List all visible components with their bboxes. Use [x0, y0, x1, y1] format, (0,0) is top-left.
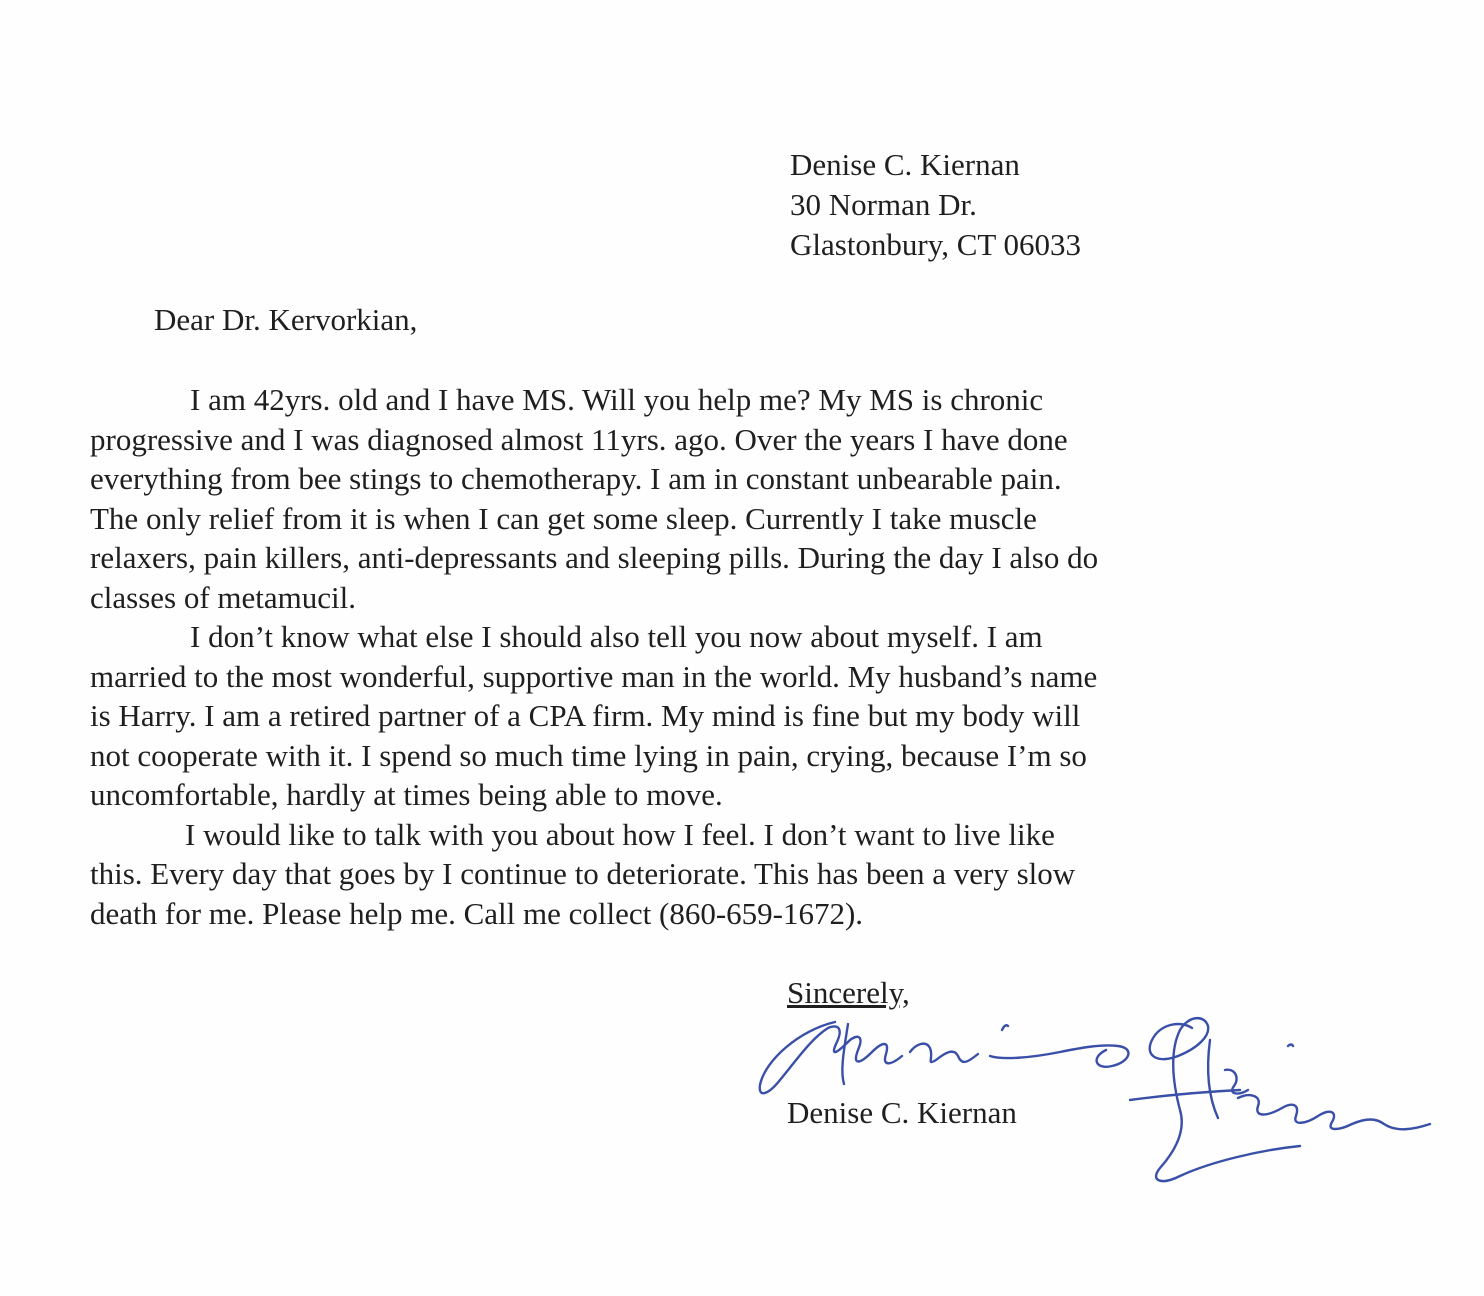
signer-name: Denise C. Kiernan	[787, 1095, 1017, 1130]
paragraph-line: relaxers, pain killers, anti-depressants and sleeping pills. During the day I also do	[90, 540, 1099, 575]
salutation: Dear Dr. Kervorkian,	[154, 302, 418, 337]
paragraph-line: is Harry. I am a retired partner of a CPA firm. My mind is fine but my body will	[90, 698, 1081, 733]
paragraph-line: I don’t know what else I should also tell you now about myself. I am	[190, 619, 1043, 654]
sender-name: Denise C. Kiernan	[790, 147, 1020, 182]
paragraph-line: The only relief from it is when I can get some sleep. Currently I take muscle	[90, 500, 1037, 536]
paragraph-line: married to the most wonderful, supportive man in the world. My husband’s name	[90, 658, 1098, 694]
letter-body	[90, 380, 1190, 933]
paragraph-line: progressive and I was diagnosed almost 11yrs. ago. Over the years I have done	[90, 421, 1068, 457]
sender-address-block	[790, 145, 1081, 265]
paragraph-line: this. Every day that goes by I continue to deteriorate. This has been a very slow	[90, 856, 1076, 891]
paragraph-2	[90, 617, 1190, 815]
paragraph-line: I would like to talk with you about how I feel. I don’t want to live like	[185, 816, 1055, 852]
paragraph-line: everything from bee stings to chemotherapy. I am in constant unbearable pain.	[90, 461, 1062, 496]
paragraph-3	[90, 815, 1190, 934]
sender-city-state-zip: Glastonbury, CT 06033	[790, 227, 1082, 262]
paragraph-line: uncomfortable, hardly at times being able to move.	[90, 777, 723, 812]
paragraph-line: not cooperate with it. I spend so much time lying in pain, crying, because I’m so	[90, 737, 1087, 773]
closing: Sincerely,	[787, 975, 910, 1010]
sender-street: 30 Norman Dr.	[790, 187, 977, 222]
paragraph-line: classes of metamucil.	[90, 579, 356, 615]
paragraph-line: death for me. Please help me. Call me collect (860-659-1672).	[90, 895, 864, 931]
paragraph-line: I am 42yrs. old and I have MS. Will you help me? My MS is chronic	[190, 382, 1044, 417]
paragraph-1	[90, 380, 1190, 617]
